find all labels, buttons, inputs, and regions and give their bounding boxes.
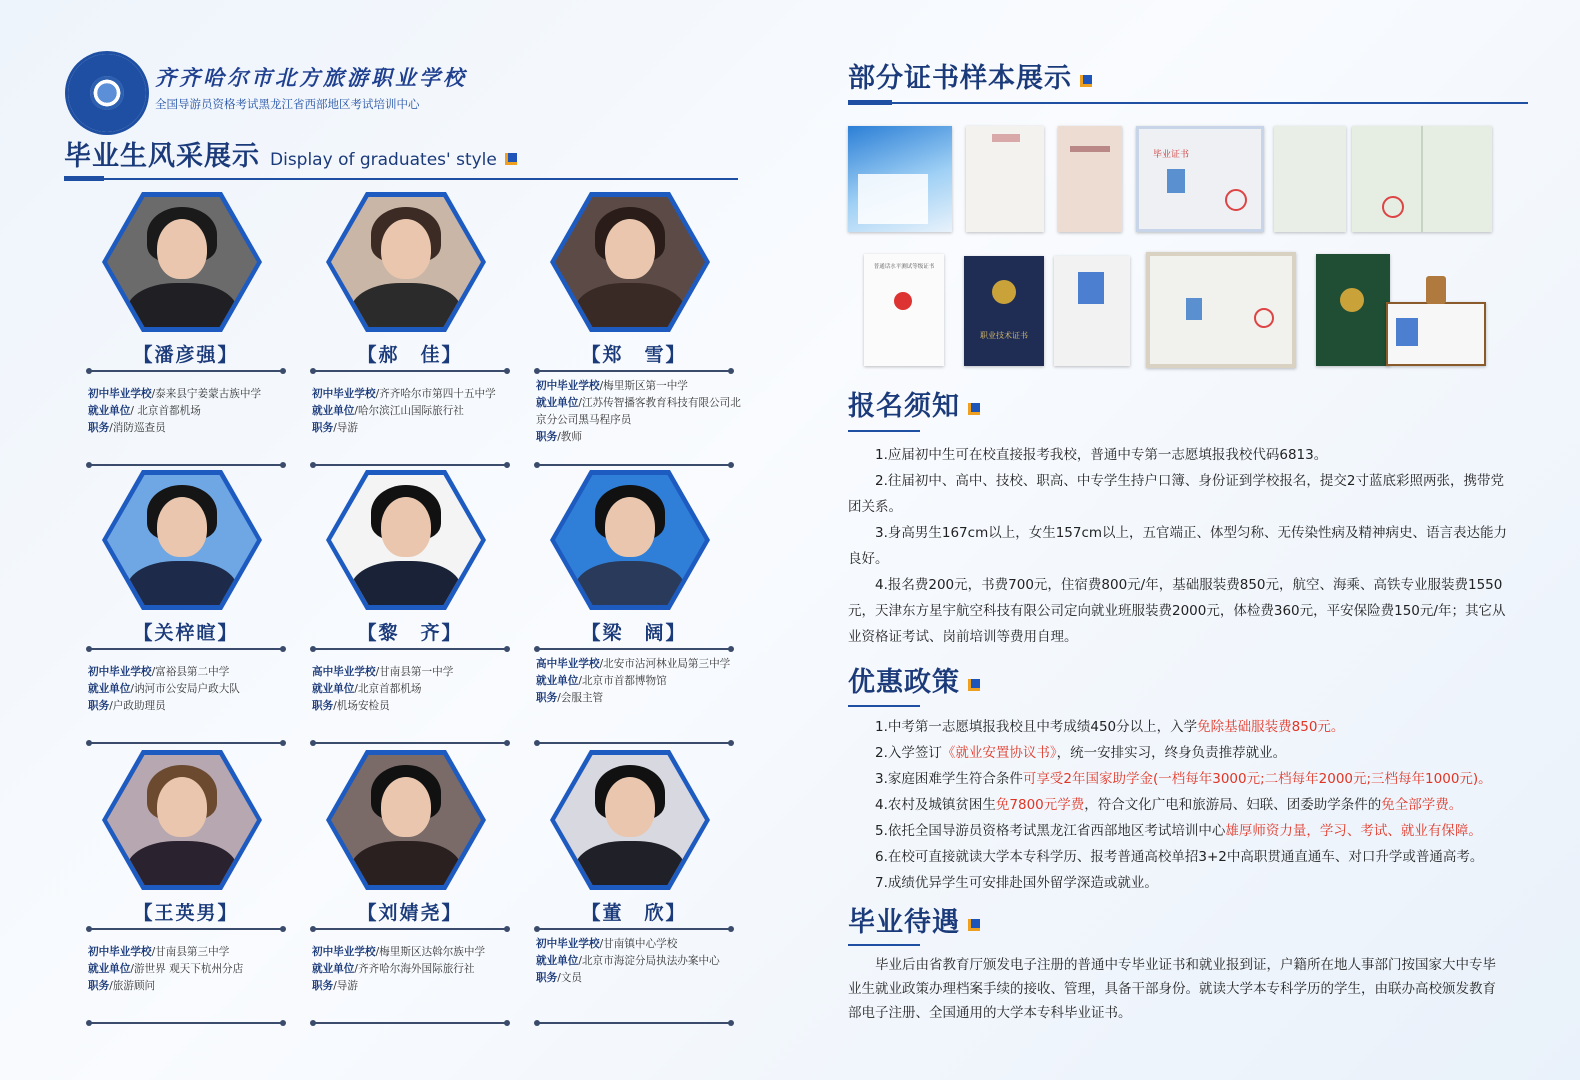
info-key: 就业单位: [536, 675, 579, 687]
position-value: /户政助理员: [109, 700, 166, 712]
info-key: 初中毕业学校: [312, 388, 376, 400]
school-name: 齐齐哈尔市北方旅游职业学校: [155, 65, 467, 90]
graduates-title-en: Display of graduates' style: [270, 150, 497, 170]
employer-value: /哈尔滨江山国际旅行社: [354, 405, 464, 417]
graduate-name: 【董 欣】: [581, 902, 687, 924]
certificate-green-book: [1316, 254, 1390, 366]
employer-value: /讷河市公安局户政大队: [130, 683, 240, 695]
info-key: 初中毕业学校: [88, 666, 152, 678]
employer-value: /北京首都机场: [354, 683, 422, 695]
employer-value: /北京市海淀分局执法办案中心: [578, 955, 720, 967]
graduation-text: [848, 953, 1508, 1025]
graduate-photo-frame: [102, 192, 262, 332]
graduate-photo-frame: [326, 750, 486, 890]
position-value: /文员: [557, 972, 582, 984]
skill-cert-title: 职业技术证书: [980, 331, 1028, 340]
graduate-name: 【梁 阔】: [581, 622, 687, 644]
graduate-divider-bottom: [536, 1022, 732, 1024]
certificates-title: 部分证书样本展示: [848, 63, 1072, 94]
school-subtitle: 全国导游员资格考试黑龙江省西部地区考试培训中心: [155, 97, 420, 111]
graduate-photo: [555, 755, 705, 885]
certificate-green: [1274, 126, 1346, 232]
school-value: /梅里斯区第一中学: [599, 380, 688, 392]
graduate-divider: [312, 928, 508, 930]
info-key: 初中毕业学校: [536, 380, 600, 392]
info-key: 职务: [88, 422, 110, 434]
graduate-divider-bottom: [312, 1022, 508, 1024]
graduate-photo: [331, 197, 481, 327]
id-card-clip: [1426, 276, 1446, 304]
graduate-divider-bottom: [88, 1022, 284, 1024]
enrollment-list: [848, 442, 1508, 650]
info-key: 职务: [536, 972, 558, 984]
heading-square-icon: [1080, 75, 1092, 87]
info-key: 职务: [312, 422, 334, 434]
info-key: 职务: [312, 700, 334, 712]
graduate-info: [88, 944, 298, 995]
right-panel: [790, 0, 1580, 1080]
diploma-title: 毕业证书: [1153, 150, 1190, 160]
heading-square-icon: [505, 153, 517, 165]
divider: [848, 102, 1528, 104]
policy-title: 优惠政策: [848, 667, 960, 698]
graduate-name: 【郑 雪】: [581, 344, 687, 366]
position-value: /消防巡查员: [109, 422, 166, 434]
graduate-divider: [88, 928, 284, 930]
graduate-divider-bottom: [536, 742, 732, 744]
certificate-skill: [964, 256, 1044, 366]
divider: [848, 944, 920, 946]
graduate-photo: [107, 197, 257, 327]
certificate-id-page: [1054, 256, 1130, 366]
info-key: 职务: [536, 431, 558, 443]
graduate-info: [536, 936, 746, 987]
graduate-divider: [536, 648, 732, 650]
employer-value: /北京市首都博物馆: [578, 675, 667, 687]
graduate-photo: [555, 197, 705, 327]
employer-value: /齐齐哈尔海外国际旅行社: [354, 963, 475, 975]
graduate-info: [88, 386, 298, 437]
certificate-record-book: [1058, 126, 1122, 232]
school-value: /甘南县第三中学: [151, 946, 230, 958]
school-value: /泰来县宁姜蒙古族中学: [151, 388, 262, 400]
policy-item: 6.在校可直接就读大学本专科学历、报考普通高校单招3+2中高职贯通直通车、对口升学或普通高考。: [875, 849, 1484, 865]
school-value: /梅里斯区达斡尔族中学: [375, 946, 486, 958]
graduate-name: 【王英男】: [133, 902, 239, 924]
graduate-divider-bottom: [88, 742, 284, 744]
mandarin-cert-title: 普通话水平测试等级证书: [873, 264, 935, 270]
info-key: 职务: [88, 980, 110, 992]
certificate-brochure: [848, 126, 952, 232]
employer-value: /江苏传智播客教育科技有限公司北京分公司黑马程序员: [536, 397, 741, 426]
graduate-photo: [555, 475, 705, 605]
left-panel: [0, 0, 780, 1080]
graduate-photo-frame: [550, 750, 710, 890]
graduate-info: [312, 664, 522, 715]
heading-square-icon: [968, 679, 980, 691]
employer-value: / 北京首都机场: [130, 405, 201, 417]
info-key: 初中毕业学校: [536, 938, 600, 950]
divider: [64, 178, 738, 180]
graduate-divider-bottom: [88, 464, 284, 466]
divider-accent: [64, 176, 104, 181]
graduate-info: [312, 386, 522, 437]
graduate-photo: [107, 475, 257, 605]
enrollment-item: 2.往届初中、高中、技校、职高、中专学生持户口簿、身份证到学校报名，提交2寸蓝底彩照两张，携带党团关系。: [848, 473, 1504, 515]
graduate-divider: [88, 648, 284, 650]
graduates-heading: [64, 134, 517, 173]
certificate-open: [1352, 126, 1492, 232]
info-key: 就业单位: [536, 397, 579, 409]
enrollment-item: 3.身高男生167cm以上，女生157cm以上，五官端正、体型匀称、无传染性病及精神病史、语言表达能力良好。: [848, 525, 1508, 567]
graduate-info: [88, 664, 298, 715]
graduate-name: 【刘婧尧】: [357, 902, 463, 924]
graduate-photo-frame: [102, 750, 262, 890]
divider-accent: [848, 100, 892, 105]
info-key: 高中毕业学校: [312, 666, 376, 678]
graduate-divider-bottom: [312, 742, 508, 744]
graduate-photo: [331, 755, 481, 885]
graduate-info: [312, 944, 522, 995]
policy-heading: [848, 660, 980, 699]
graduates-title-zh: 毕业生风采展示: [64, 141, 260, 172]
enrollment-item: 4.报名费200元，书费700元，住宿费800元/年，基础服装费850元，航空、海乘、高铁专业服装费1550元，天津东方星宇航空科技有限公司定向就业班服装费2000元，体检费360元，平安保险费150元/年；其它从业资格证考试、岗前培训等费用自理。: [848, 577, 1506, 645]
graduate-photo-frame: [326, 192, 486, 332]
graduate-name: 【黎 齐】: [357, 622, 463, 644]
policy-item: 4.农村及城镇贫困生免7800元学费，符合文化广电和旅游局、妇联、团委助学条件的免全部学费。: [875, 797, 1463, 813]
graduate-name: 【郝 佳】: [357, 344, 463, 366]
graduate-info: [536, 378, 746, 446]
heading-square-icon: [968, 403, 980, 415]
policy-item: 1.中考第一志愿填报我校且中考成绩450分以上，入学免除基础服装费850元。: [875, 719, 1345, 735]
graduate-divider-bottom: [312, 464, 508, 466]
policy-item: 7.成绩优异学生可安排赴国外留学深造或就业。: [875, 875, 1158, 891]
graduate-divider: [536, 928, 732, 930]
info-key: 就业单位: [88, 963, 131, 975]
position-value: /教师: [557, 431, 582, 443]
certificates-heading: [848, 56, 1092, 95]
position-value: /会服主管: [557, 692, 604, 704]
position-value: /导游: [333, 422, 358, 434]
graduation-title: 毕业待遇: [848, 907, 960, 938]
graduation-paragraph: 毕业后由省教育厅颁发电子注册的普通中专毕业证书和就业报到证，户籍所在地人事部门按国家大中专毕业生就业政策办理档案手续的接收、管理，具备干部身份。就读大学本专科学历的学生，由联办高校颁发教育部电子注册、全国通用的大学本专科毕业证书。: [848, 957, 1496, 1021]
policy-item: 2.入学签订《就业安置协议书》，统一安排实习，终身负责推荐就业。: [875, 745, 1287, 761]
info-key: 职务: [536, 692, 558, 704]
certificate-id-card: [1386, 302, 1486, 366]
graduate-photo-frame: [102, 470, 262, 610]
divider: [848, 430, 920, 432]
graduate-divider-bottom: [536, 464, 732, 466]
info-key: 就业单位: [88, 405, 131, 417]
info-key: 就业单位: [88, 683, 131, 695]
graduate-divider: [312, 370, 508, 372]
certificate-mandarin: [864, 254, 944, 366]
graduate-name: 【潘彦强】: [133, 344, 239, 366]
info-key: 职务: [88, 700, 110, 712]
school-value: /富裕县第二中学: [151, 666, 230, 678]
heading-square-icon: [968, 919, 980, 931]
graduate-divider: [536, 370, 732, 372]
position-value: /旅游顾问: [109, 980, 156, 992]
enrollment-heading: [848, 384, 980, 423]
info-key: 就业单位: [312, 683, 355, 695]
certificate-graduation: [1146, 252, 1296, 368]
info-key: 就业单位: [312, 405, 355, 417]
info-key: 初中毕业学校: [312, 946, 376, 958]
graduate-photo-frame: [326, 470, 486, 610]
graduate-divider: [312, 648, 508, 650]
graduation-heading: [848, 900, 980, 939]
info-key: 就业单位: [536, 955, 579, 967]
graduate-info: [536, 656, 746, 707]
enrollment-title: 报名须知: [848, 391, 960, 422]
info-key: 高中毕业学校: [536, 658, 600, 670]
school-value: /甘南县第一中学: [375, 666, 454, 678]
policy-item: 5.依托全国导游员资格考试黑龙江省西部地区考试培训中心雄厚师资力量，学习、考试、就业有保障。: [875, 823, 1482, 839]
graduate-name: 【关梓暄】: [133, 622, 239, 644]
policy-item: 3.家庭困难学生符合条件可享受2年国家助学金(一档每年3000元;二档每年2000元;三档每年1000元)。: [875, 771, 1492, 787]
school-value: /北安市沾河林业局第三中学: [599, 658, 731, 670]
info-key: 职务: [312, 980, 334, 992]
employer-value: /游世界 观天下杭州分店: [130, 963, 244, 975]
graduate-photo: [107, 755, 257, 885]
graduate-divider: [88, 370, 284, 372]
info-key: 就业单位: [312, 963, 355, 975]
info-key: 初中毕业学校: [88, 946, 152, 958]
position-value: /导游: [333, 980, 358, 992]
graduate-photo-frame: [550, 470, 710, 610]
position-value: /机场安检员: [333, 700, 390, 712]
divider: [848, 705, 920, 707]
certificate-document: [966, 126, 1044, 232]
graduate-photo-frame: [550, 192, 710, 332]
info-key: 初中毕业学校: [88, 388, 152, 400]
school-value: /甘南镇中心学校: [599, 938, 678, 950]
school-logo: [68, 54, 146, 132]
school-value: /齐齐哈尔市第四十五中学: [375, 388, 496, 400]
policy-list: [848, 714, 1528, 896]
enrollment-item: 1.应届初中生可在校直接报考我校，普通中专第一志愿填报我校代码6813。: [875, 447, 1328, 463]
graduate-photo: [331, 475, 481, 605]
certificate-diploma: [1136, 126, 1264, 232]
